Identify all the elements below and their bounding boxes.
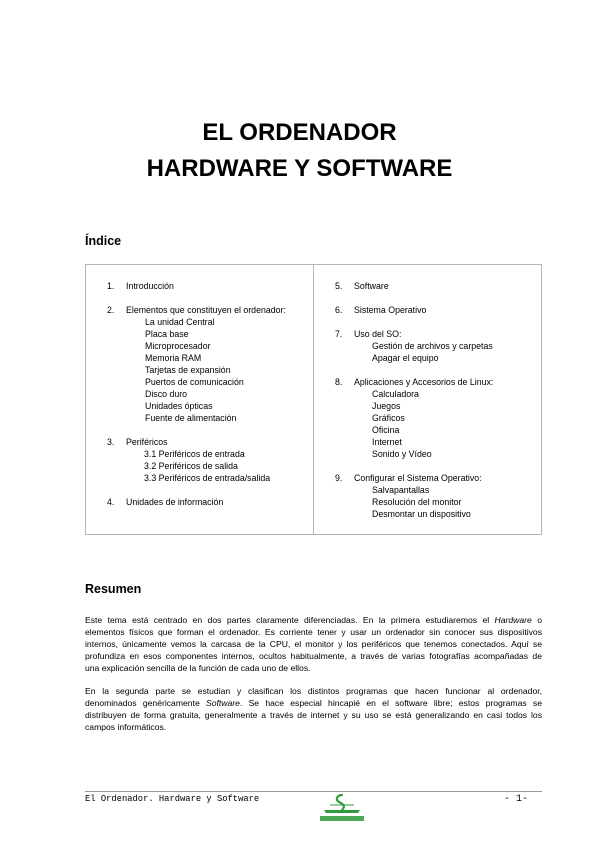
toc-subentry: Calculadora [372,389,419,399]
summary-line: elementos físicos que forman el ordenador. Es corriente tener y usar un ordenador sin conocer sus dispositivos [85,627,542,637]
toc-subentry: Placa base [145,329,189,339]
toc-entry: Aplicaciones y Accesorios de Linux: [354,377,494,387]
toc-number: 1. [107,281,115,291]
toc-subentry: Sonido y Vídeo [372,449,432,459]
toc-entry: Periféricos [126,437,168,447]
toc-number: 5. [335,281,343,291]
resumen-heading: Resumen [85,582,142,596]
toc-subentry: Fuente de alimentación [145,413,237,423]
toc-subentry: Apagar el equipo [372,353,439,363]
toc-subentry: La unidad Central [145,317,215,327]
indice-heading: Índice [85,234,122,248]
toc-subentry: Memoria RAM [145,353,202,363]
toc-subentry: Internet [372,437,402,447]
toc-subentry: Desmontar un dispositivo [372,509,471,519]
toc-subentry: Disco duro [145,389,188,399]
summary-line: En la segunda parte se estudian y clasifican los distintos programas que hacen funcionar al ordenador, [85,686,542,696]
toc-subentry: Tarjetas de expansión [145,365,231,375]
toc-entry: Software [354,281,389,291]
toc-subentry: Gestión de archivos y carpetas [372,341,493,351]
toc-subentry: Microprocesador [145,341,211,351]
footer-title: El Ordenador. Hardware y Software [85,794,260,804]
footer-rule [85,791,542,792]
summary-line: profundiza en esos componentes internos, ocultos habitualmente, a través de varias fotografías acompañadas de [85,651,542,661]
toc-subentry: Juegos [372,401,401,411]
toc-subentry: 3.2 Periféricos de salida [144,461,238,471]
toc-entry: Configurar el Sistema Operativo: [354,473,482,483]
summary-line: Este tema está centrado en dos partes claramente diferenciadas. En la primera estudiaremos el Hardware o [85,615,542,625]
toc-number: 4. [107,497,115,507]
toc-entry: Sistema Operativo [354,305,427,315]
toc-number: 7. [335,329,343,339]
toc-number: 2. [107,305,115,315]
summary-line: denominados genéricamente Software. Se hace especial hincapié en el software libre; estos programas se [85,698,542,708]
toc-subentry: Gráficos [372,413,405,423]
toc-subentry: Salvapantallas [372,485,430,495]
toc-entry: Uso del SO: [354,329,402,339]
junta-extremadura-logo [316,793,368,823]
summary-paragraph-1 [85,614,542,674]
toc-subentry: 3.1 Periféricos de entrada [144,449,245,459]
toc-subentry: Puertos de comunicación [145,377,244,387]
summary-line: internos, únicamente vemos la carcasa de la CPU, el monitor y los periféricos que tenemos conectados. Aquí se [85,639,542,649]
toc-subentry: Resolución del monitor [372,497,462,507]
toc-entry: Unidades de información [126,497,224,507]
title-line-2: HARDWARE Y SOFTWARE [146,155,453,182]
page-number: - 1- [504,794,529,805]
summary-paragraph-2 [85,685,542,733]
toc-number: 8. [335,377,343,387]
toc-number: 9. [335,473,343,483]
summary-line: una explicación sencilla de la función de cada uno de ellos. [85,663,311,673]
toc-number: 6. [335,305,343,315]
toc-entry: Introducción [126,281,174,291]
title-line-1: EL ORDENADOR [202,119,397,146]
summary-line: campos informáticos. [85,722,167,732]
summary-line: distribuyen de forma gratuita, generalmente a través de internet y su uso se está generalizando en casi todos los [85,710,542,720]
toc-divider [313,265,314,534]
table-of-contents [85,264,542,535]
toc-subentry: 3.3 Periféricos de entrada/salida [144,473,271,483]
toc-subentry: Unidades ópticas [145,401,213,411]
toc-subentry: Oficina [372,425,400,435]
toc-entry: Elementos que constituyen el ordenador: [126,305,286,315]
toc-number: 3. [107,437,115,447]
